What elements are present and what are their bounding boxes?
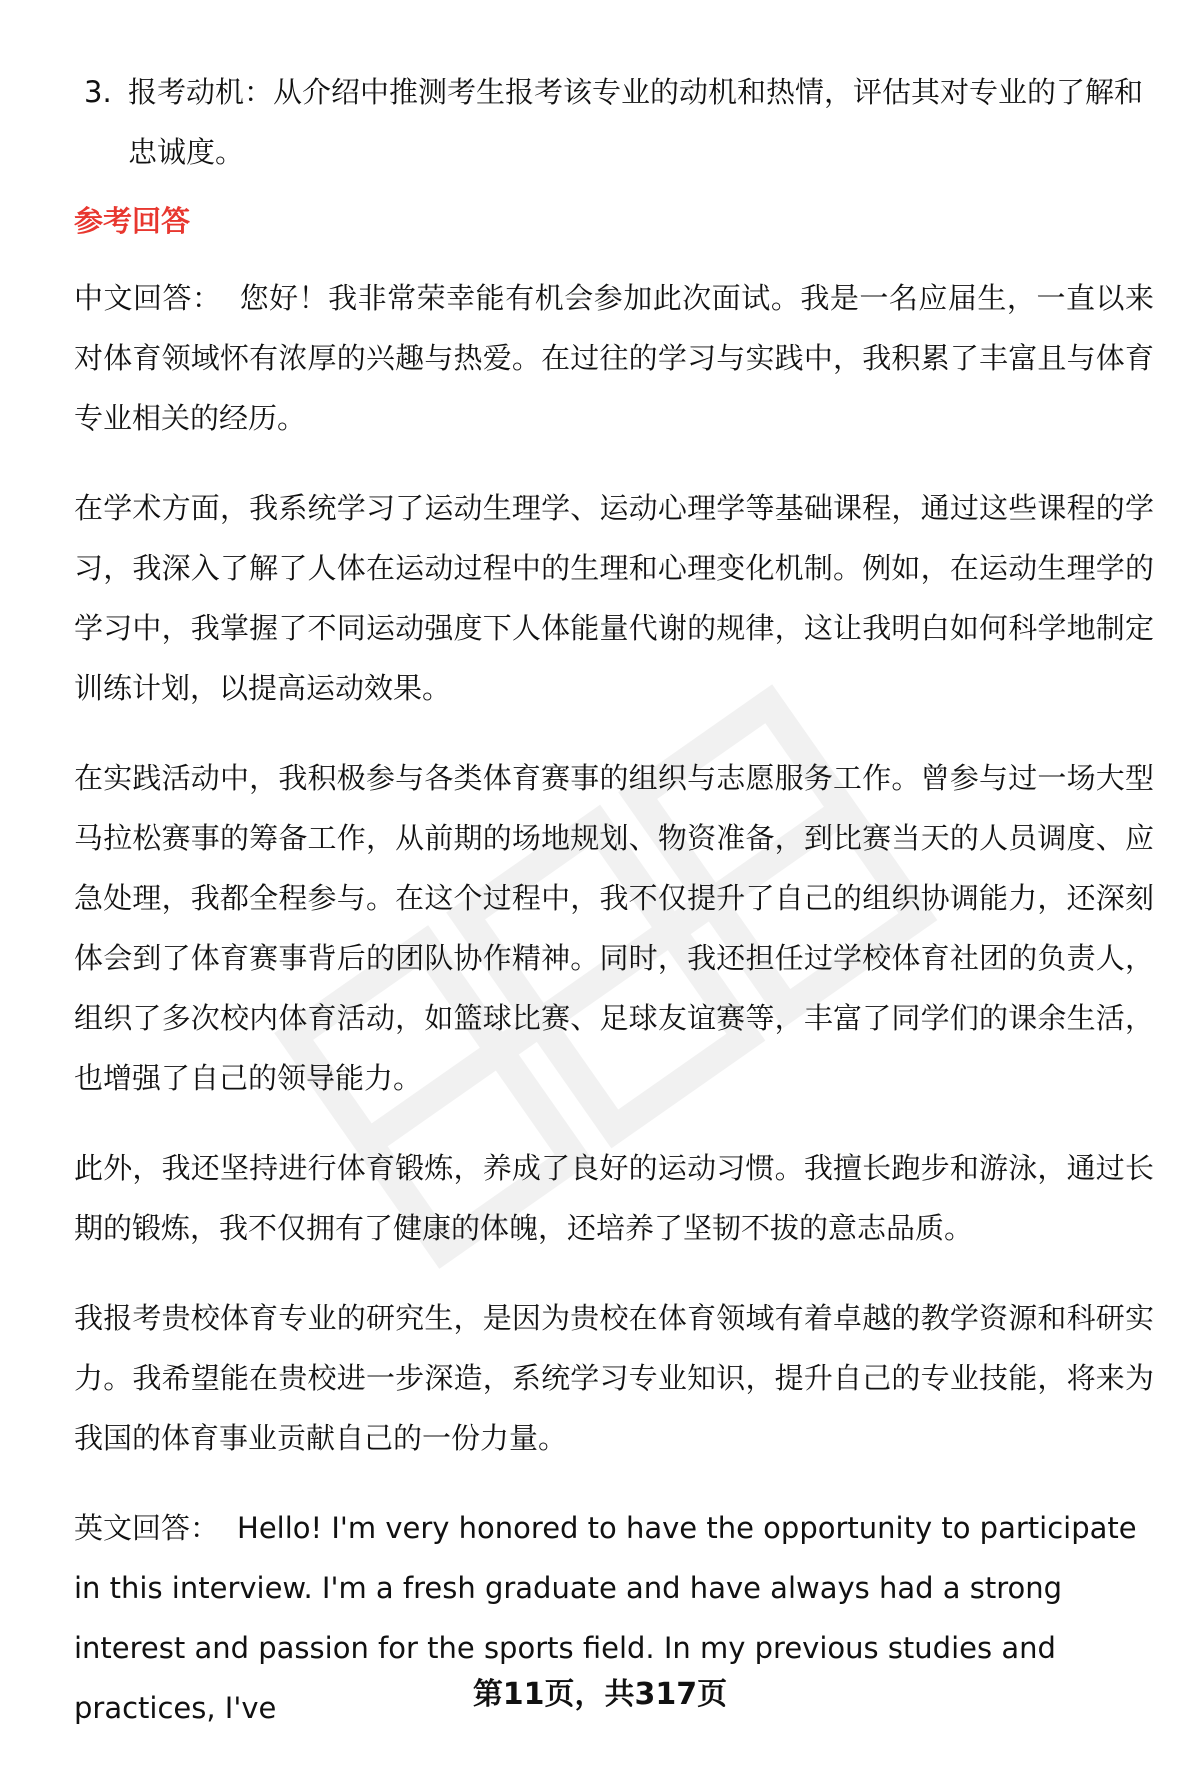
page-number-footer: 第11页，共317页	[472, 1677, 728, 1712]
paragraph-chinese-intro	[74, 268, 1154, 448]
paragraph-exercise: 此外，我还坚持进行体育锻炼，养成了良好的运动习惯。我擅长跑步和游泳，通过长期的锻炼，我不仅拥有了健康的体魄，还培养了坚韧不拔的意志品质。	[74, 1151, 1154, 1245]
numbered-list-item	[74, 62, 1154, 182]
chinese-answer-label: 中文回答：	[74, 281, 222, 315]
paragraph-academic: 在学术方面，我系统学习了运动生理学、运动心理学等基础课程，通过这些课程的学习，我深入了解了人体在运动过程中的生理和心理变化机制。例如，在运动生理学的学习中，我掌握了不同运动强度下人体能量代谢的规律，这让我明白如何科学地制定训练计划，以提高运动效果。	[74, 491, 1154, 705]
page-content	[74, 62, 1154, 1768]
paragraph-text: 您好！我非常荣幸能有机会参加此次面试。我是一名应届生，一直以来对体育领域怀有浓厚的兴趣与热爱。在过往的学习与实践中，我积累了丰富且与体育专业相关的经历。	[74, 281, 1154, 435]
paragraph-motivation: 我报考贵校体育专业的研究生，是因为贵校在体育领域有着卓越的教学资源和科研实力。我希望能在贵校进一步深造，系统学习专业知识，提升自己的专业技能，将来为我国的体育事业贡献自己的一份力量。	[74, 1301, 1154, 1455]
english-answer-label: 英文回答：	[74, 1511, 220, 1545]
paragraph-practice: 在实践活动中，我积极参与各类体育赛事的组织与志愿服务工作。曾参与过一场大型马拉松赛事的筹备工作，从前期的场地规划、物资准备，到比赛当天的人员调度、应急处理，我都全程参与。在这个过程中，我不仅提升了自己的组织协调能力，还深刻体会到了体育赛事背后的团队协作精神。同时，我还担任过学校体育社团的负责人，组织了多次校内体育活动，如篮球比赛、足球友谊赛等，丰富了同学们的课余生活，也增强了自己的领导能力。	[74, 761, 1154, 1095]
paragraph-text: Hello! I'm very honored to have the opportunity to participate in this interview. I'm a fresh graduate and have always had a strong interest and passion for the sports field. In my previous studies and practices, I've	[74, 1511, 1137, 1725]
section-heading: 参考回答	[74, 204, 191, 238]
list-item-text: 报考动机：从介绍中推测考生报考该专业的动机和热情，评估其对专业的了解和忠诚度。	[128, 75, 1144, 169]
list-number: 3.	[84, 75, 112, 109]
